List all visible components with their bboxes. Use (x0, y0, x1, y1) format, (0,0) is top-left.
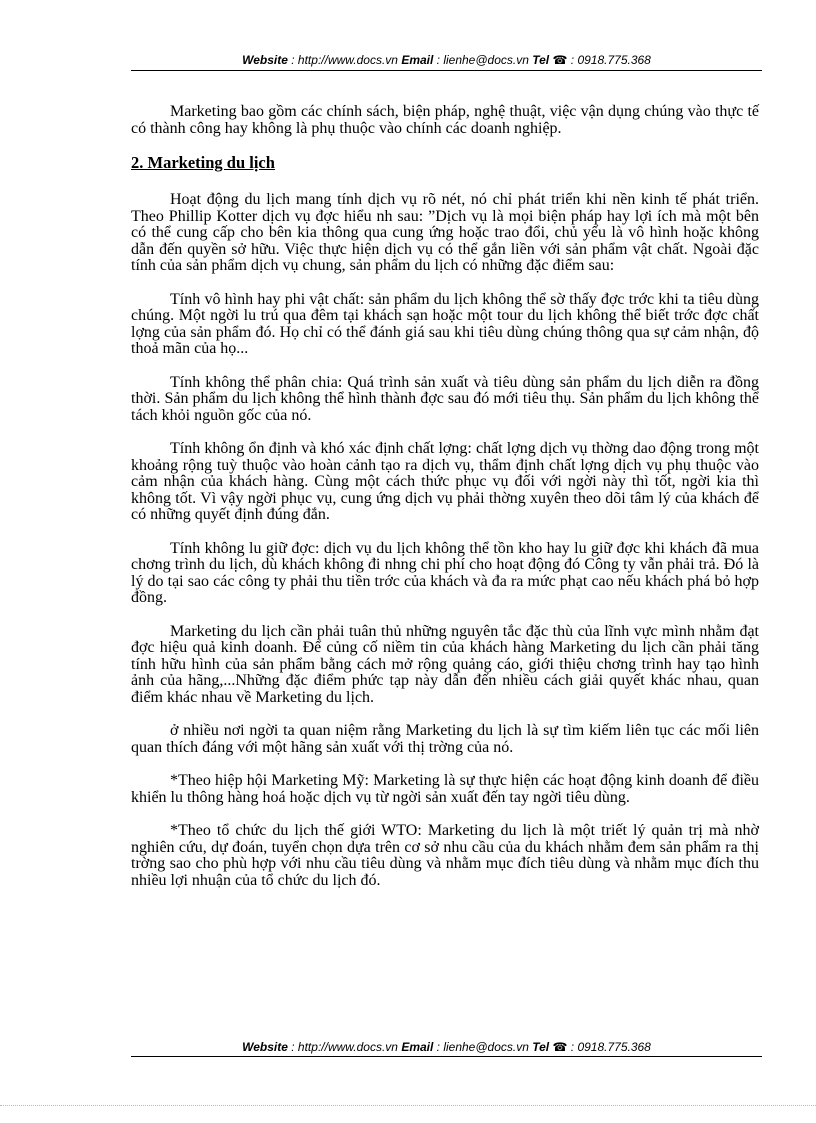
paragraph: ở nhiều nơi ngời ta quan niệm rằng Marketing du lịch là sự tìm kiếm liên tục các mối liên quan thích đáng với một hãng sản xuất với thị trờng của nó. (131, 722, 759, 756)
email-label: Email (401, 53, 434, 67)
section-heading: 2. Marketing du lịch (131, 153, 275, 172)
paragraph: Tính không thể phân chia: Quá trình sản xuất và tiêu dùng sản phẩm du lịch diễn ra đồng thời. Sản phẩm du lịch không thể hình thành đợc sau đó mới tiêu thụ. Sản phẩm du lịch không thể tách khỏi nguồn gốc của nó. (131, 373, 759, 424)
website-label: Website (242, 53, 288, 67)
tel-label: Tel (532, 1040, 550, 1054)
tel-value: : 0918.775.368 (567, 53, 651, 67)
paragraph: Hoạt động du lịch mang tính dịch vụ rõ nét, nó chỉ phát triển khi nền kinh tế phát triển. Theo Phillip Kotter dịch vụ đợc hiểu nh sau: ”Dịch vụ là mọi biện pháp hay lợi ích mà một bên có thể cung cấp cho bên kia thông qua cung ứng hoặc trao đổi, chủ yếu là vô hình hoặc không dẫn đến quyền sở hữu. Việc thực hiện dịch vụ có thể gắn liền với sản phẩm vật chất. Ngoài đặc tính của sản phẩm dịch vụ chung, sản phẩm du lịch có những đặc điểm sau: (131, 191, 759, 274)
paragraph: Marketing du lịch cần phải tuân thủ những nguyên tắc đặc thù của lĩnh vực mình nhằm đạt đợc hiệu quả kinh doanh. Để củng cố niềm tin của khách hàng Marketing du lịch cần phải tăng tính hữu hình của sản phẩm bằng cách mở rộng quảng cáo, giới thiệu chơng trình hay tạo hình ảnh của hãng,...Những đặc điểm phức tạp này dẫn đến nhiều cách giải quyết khác nhau, quan điểm khác nhau về Marketing du lịch. (131, 622, 759, 706)
website-url[interactable]: : http://www.docs.vn (287, 1040, 402, 1054)
paragraph: Tính vô hình hay phi vật chất: sản phẩm du lịch không thể sờ thấy đợc trớc khi ta tiêu dùng chúng. Một ngời lu trú qua đêm tại khách sạn hoặc một tour du lịch không thể biết trớc đợc chất lợng của sản phẩm đó. Họ chỉ có thể đánh giá sau khi tiêu dùng chúng thông qua sự cảm nhận, độ thoả mãn của họ... (131, 290, 759, 357)
paragraph: *Theo tổ chức du lịch thế giới WTO: Marketing du lịch là một triết lý quản trị mà nhờ nghiên cứu, dự đoán, tuyển chọn dựa trên cơ sở nhu cầu của du khách nhằm đem sản phẩm ra thị trờng sao cho phù hợp với nhu cầu tiêu dùng và nhằm mục đích tiêu dùng và nhằm mục đích thu nhiều lợi nhuận của tổ chức du lịch đó. (131, 822, 759, 889)
document-body (131, 104, 759, 889)
email-label: Email (401, 1040, 434, 1054)
page-header (131, 53, 762, 67)
website-label: Website (242, 1040, 288, 1054)
paragraph: Tính không lu giữ đợc: dịch vụ du lịch không thể tồn kho hay lu giữ đợc khi khách đã mua chơng trình du lịch, dù khách không đi nhng chi phí cho hoạt động đó Công ty vẫn phải trả. Đó là lý do tại sao các công ty phải thu tiền trớc của khách và đa ra mức phạt cao nếu khách phá bỏ hợp đồng. (131, 539, 759, 606)
page-break-line (0, 1105, 816, 1106)
email-value[interactable]: : lienhe@docs.vn (433, 53, 533, 67)
tel-label: Tel (532, 53, 550, 67)
phone-icon: ☎ (552, 1040, 568, 1054)
phone-icon: ☎ (552, 53, 568, 67)
website-url[interactable]: : http://www.docs.vn (287, 53, 402, 67)
email-value[interactable]: : lienhe@docs.vn (433, 1040, 533, 1054)
header-divider (131, 70, 762, 71)
paragraph: Tính không ổn định và khó xác định chất lợng: chất lợng dịch vụ thờng dao động trong một khoảng rộng tuỳ thuộc vào hoàn cảnh tạo ra dịch vụ, thẩm định chất lợng dịch vụ phụ thuộc vào cảm nhận của khách hàng. Cùng một cách thức phục vụ đối với ngời này thì tốt, ngời kia thì không tốt. Vì vậy ngời phục vụ, cung ứng dịch vụ phải thờng xuyên theo dõi tâm lý của khách để có những quyết định đúng đắn. (131, 440, 759, 523)
tel-value: : 0918.775.368 (567, 1040, 651, 1054)
page-footer (131, 1040, 762, 1054)
footer-divider (131, 1056, 762, 1057)
paragraph: *Theo hiệp hội Marketing Mỹ: Marketing là sự thực hiện các hoạt động kinh doanh để điều khiển lu thông hàng hoá hoặc dịch vụ từ ngời sản xuất đến tay ngời tiêu dùng. (131, 772, 759, 806)
intro-paragraph: Marketing bao gồm các chính sách, biện pháp, nghệ thuật, việc vận dụng chúng vào thực tế có thành công hay không là phụ thuộc vào chính các doanh nghiệp. (131, 103, 759, 137)
